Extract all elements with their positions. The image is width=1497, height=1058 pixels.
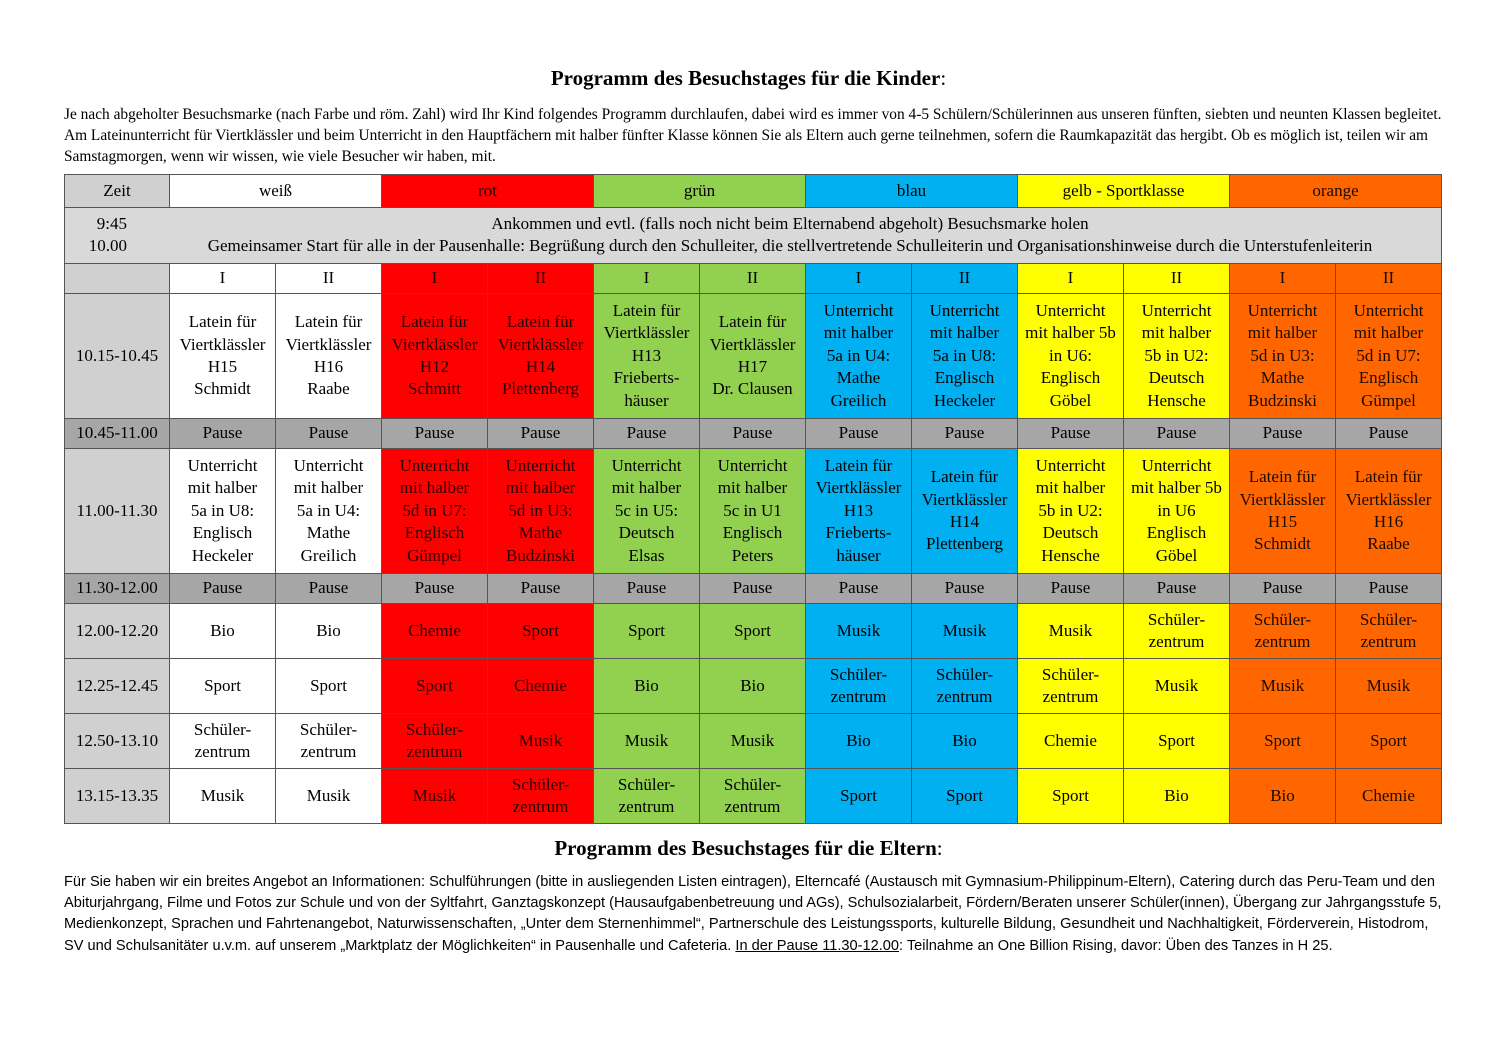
pause-cell: Pause (1336, 574, 1442, 604)
parents-text-b: : Teilnahme an One Billion Rising, davor: Üben des Tanzes in H 25. (899, 937, 1333, 954)
slot-cell: Unterricht mit halber 5d in U3: Mathe Budzinski (488, 449, 594, 574)
schedule-table (64, 174, 1442, 824)
slot-cell: Latein für Viertklässler H12 Schmitt (382, 294, 488, 419)
slot-cell: Latein für Viertklässler H16 Raabe (276, 294, 382, 419)
pause-cell: Pause (170, 574, 276, 604)
pause-cell: Pause (1124, 419, 1230, 449)
slot-cell: Latein für Viertklässler H14 Plettenberg (912, 449, 1018, 574)
numeral-cell: II (1336, 264, 1442, 294)
pause-cell: Pause (594, 574, 700, 604)
slot-cell: Bio (912, 714, 1018, 769)
slot-cell: Unterricht mit halber 5c in U5: Deutsch Elsas (594, 449, 700, 574)
pause-time: 11.30-12.00 (65, 574, 170, 604)
numeral-cell: I (594, 264, 700, 294)
header-zeit: Zeit (65, 175, 170, 208)
pause-cell: Pause (276, 574, 382, 604)
slot-cell: Musik (1124, 659, 1230, 714)
title-colon: : (936, 836, 943, 860)
slot-time: 12.00-12.20 (65, 604, 170, 659)
slot-cell: Sport (1124, 714, 1230, 769)
slot-cell: Latein für Viertklässler H17 Dr. Clausen (700, 294, 806, 419)
numeral-cell: II (276, 264, 382, 294)
slot-cell: Schüler- zentrum (1018, 659, 1124, 714)
info-line-2 (67, 236, 1439, 258)
title-parents-text: Programm des Besuchstages für die Eltern (554, 836, 937, 860)
pause-row-1 (65, 419, 1442, 449)
title-children-text: Programm des Besuchstages für die Kinder (550, 66, 941, 90)
numeral-cell: I (806, 264, 912, 294)
slot-cell: Sport (912, 769, 1018, 824)
slot-cell: Sport (276, 659, 382, 714)
pause-cell: Pause (1230, 419, 1336, 449)
numeral-cell: II (1124, 264, 1230, 294)
pause-cell: Pause (594, 419, 700, 449)
slot-cell: Bio (276, 604, 382, 659)
numeral-cell: II (912, 264, 1018, 294)
slot-cell: Latein für Viertklässler H15 Schmidt (1230, 449, 1336, 574)
slot-time: 12.50-13.10 (65, 714, 170, 769)
slot-cell: Sport (700, 604, 806, 659)
title-colon: : (940, 66, 947, 90)
slot-cell: Unterricht mit halber 5d in U3: Mathe Budzinski (1230, 294, 1336, 419)
slot-cell: Sport (488, 604, 594, 659)
slot-cell: Musik (276, 769, 382, 824)
slot-cell: Schüler- zentrum (170, 714, 276, 769)
slot-cell: Schüler- zentrum (594, 769, 700, 824)
slot-cell: Unterricht mit halber 5a in U8: Englisch Heckeler (912, 294, 1018, 419)
slot-cell: Schüler- zentrum (276, 714, 382, 769)
info-time-1: 9:45 (96, 214, 127, 234)
slot-cell: Schüler- zentrum (912, 659, 1018, 714)
slot-cell: Bio (806, 714, 912, 769)
slot-cell: Musik (806, 604, 912, 659)
slot-cell: Chemie (488, 659, 594, 714)
info-time-2: 10.00 (88, 236, 127, 256)
slot-cell: Sport (170, 659, 276, 714)
slot-cell: Musik (170, 769, 276, 824)
slot-cell: Chemie (1018, 714, 1124, 769)
slot-cell: Bio (700, 659, 806, 714)
slot-cell: Chemie (382, 604, 488, 659)
slot-time: 12.25-12.45 (65, 659, 170, 714)
numeral-cell: I (382, 264, 488, 294)
pause-cell: Pause (488, 574, 594, 604)
slot-cell: Unterricht mit halber 5d in U7: Englisch Gümpel (382, 449, 488, 574)
slot-cell: Unterricht mit halber 5b in U2: Deutsch Hensche (1124, 294, 1230, 419)
numeral-cell: II (488, 264, 594, 294)
slot-cell: Unterricht mit halber 5b in U2: Deutsch Hensche (1018, 449, 1124, 574)
slot-cell: Schüler- zentrum (1230, 604, 1336, 659)
info-text-1: Ankommen und evtl. (falls noch nicht beim Elternabend abgeholt) Besuchsmarke holen (491, 214, 1089, 234)
slot-cell: Unterricht mit halber 5a in U4: Mathe Greilich (806, 294, 912, 419)
slot-row-2 (65, 449, 1442, 574)
slot-cell: Schüler- zentrum (1124, 604, 1230, 659)
slot-cell: Latein für Viertklässler H13 Frieberts- häuser (806, 449, 912, 574)
slot-cell: Schüler- zentrum (806, 659, 912, 714)
slot-row-6 (65, 769, 1442, 824)
title-parents (0, 836, 1497, 861)
info-row (65, 208, 1442, 264)
pause-cell: Pause (700, 419, 806, 449)
slot-row-5 (65, 714, 1442, 769)
pause-cell: Pause (1230, 574, 1336, 604)
info-cell (65, 208, 1442, 264)
slot-cell: Bio (1230, 769, 1336, 824)
slot-cell: Musik (488, 714, 594, 769)
slot-cell: Unterricht mit halber 5b in U6: Englisch Göbel (1018, 294, 1124, 419)
slot-cell: Schüler- zentrum (382, 714, 488, 769)
numeral-cell: I (1018, 264, 1124, 294)
slot-row-1 (65, 294, 1442, 419)
slot-row-4 (65, 659, 1442, 714)
slot-time: 13.15-13.35 (65, 769, 170, 824)
slot-cell: Sport (1018, 769, 1124, 824)
pause-time: 10.45-11.00 (65, 419, 170, 449)
numeral-cell: I (170, 264, 276, 294)
pause-cell: Pause (1018, 574, 1124, 604)
slot-cell: Latein für Viertklässler H13 Frieberts- häuser (594, 294, 700, 419)
slot-cell: Unterricht mit halber 5c in U1 Englisch Peters (700, 449, 806, 574)
pause-cell: Pause (1124, 574, 1230, 604)
slot-cell: Bio (170, 604, 276, 659)
info-text-2: Gemeinsamer Start für alle in der Pausenhalle: Begrüßung durch den Schulleiter, die stellvertretende Schulleiterin und Organisationshinweise durch die Unterstufenleiterin (207, 236, 1373, 256)
numeral-cell: I (1230, 264, 1336, 294)
header-row (65, 175, 1442, 208)
parents-text-a: Für Sie haben wir ein breites Angebot an Informationen: Schulführungen (bitte in ausliegenden Listen eintragen), Elterncafé (Austausch mit Gymnasium-Philippinum-Eltern), Catering durch das Peru-Team und den Abiturjahrgang, Filme und Fotos zur Schule und von der Syltfahrt, Ganztagskonzept (Hausaufgabenbetreuung und AGs), Schulsozialarbeit, Fördern/Beraten unserer Schüler(innen), Übergang zur Jahrgangsstufe 5, Medienkonzept, Sprachen und Fahrtenangebot, Naturwissenschaften, „Unter dem Sternenhimmel“, Partnerschule des Leistungssports, kulturelle Bildung, Gesundheit und Nachhaltigkeit, Förderverein, Histodrom, SV und Schulsanitäter u.v.m. auf unserem „Marktplatz der Möglichkeiten“ in Pausenhalle und Cafeteria. (64, 874, 1442, 954)
slot-cell: Sport (1230, 714, 1336, 769)
numeral-corner (65, 264, 170, 294)
pause-cell: Pause (912, 574, 1018, 604)
slot-cell: Sport (382, 659, 488, 714)
slot-cell: Musik (1336, 659, 1442, 714)
header-group-rot: rot (382, 175, 594, 208)
slot-cell: Musik (1230, 659, 1336, 714)
header-group-gruen: grün (594, 175, 806, 208)
info-line-1 (67, 214, 1439, 236)
slot-cell: Schüler- zentrum (488, 769, 594, 824)
pause-cell: Pause (170, 419, 276, 449)
slot-cell: Unterricht mit halber 5b in U6 Englisch Göbel (1124, 449, 1230, 574)
slot-time: 10.15-10.45 (65, 294, 170, 419)
title-children (0, 66, 1497, 91)
slot-cell: Unterricht mit halber 5d in U7: Englisch Gümpel (1336, 294, 1442, 419)
pause-cell: Pause (382, 419, 488, 449)
slot-cell: Musik (700, 714, 806, 769)
slot-row-3 (65, 604, 1442, 659)
slot-cell: Latein für Viertklässler H16 Raabe (1336, 449, 1442, 574)
slot-time: 11.00-11.30 (65, 449, 170, 574)
header-group-weiss: weiß (170, 175, 382, 208)
pause-cell: Pause (1336, 419, 1442, 449)
slot-cell: Schüler- zentrum (1336, 604, 1442, 659)
intro-paragraph: Je nach abgeholter Besuchsmarke (nach Farbe und röm. Zahl) wird Ihr Kind folgendes Programm durchlaufen, dabei wird es immer von 4-5 Schülern/Schülerinnen aus unseren fünften, siebten und neunten Klassen begleitet. Am Lateinunterricht für Viertklässler und beim Unterricht in den Hauptfächern mit halber fünfter Klasse können Sie als Eltern auch gerne teilnehmen, sofern die Raumkapazität das hergibt. Ob es möglich ist, teilen wir am Samstagmorgen, wenn wir wissen, wie viele Besucher wir haben, mit. (64, 106, 1442, 165)
slot-cell: Unterricht mit halber 5a in U4: Mathe Greilich (276, 449, 382, 574)
pause-cell: Pause (806, 574, 912, 604)
slot-cell: Bio (594, 659, 700, 714)
slot-cell: Musik (594, 714, 700, 769)
pause-cell: Pause (912, 419, 1018, 449)
numeral-row (65, 264, 1442, 294)
parents-paragraph (64, 872, 1444, 957)
header-group-blau: blau (806, 175, 1018, 208)
slot-cell: Schüler- zentrum (700, 769, 806, 824)
pause-cell: Pause (1018, 419, 1124, 449)
header-group-gelb: gelb - Sportklasse (1018, 175, 1230, 208)
pause-cell: Pause (488, 419, 594, 449)
slot-cell: Unterricht mit halber 5a in U8: Englisch Heckeler (170, 449, 276, 574)
slot-cell: Musik (912, 604, 1018, 659)
slot-cell: Musik (1018, 604, 1124, 659)
header-group-orange: orange (1230, 175, 1442, 208)
slot-cell: Latein für Viertklässler H15 Schmidt (170, 294, 276, 419)
pause-row-2 (65, 574, 1442, 604)
slot-cell: Chemie (1336, 769, 1442, 824)
slot-cell: Sport (806, 769, 912, 824)
pause-cell: Pause (276, 419, 382, 449)
numeral-cell: II (700, 264, 806, 294)
slot-cell: Latein für Viertklässler H14 Plettenberg (488, 294, 594, 419)
pause-cell: Pause (806, 419, 912, 449)
slot-cell: Bio (1124, 769, 1230, 824)
pause-cell: Pause (382, 574, 488, 604)
slot-cell: Musik (382, 769, 488, 824)
slot-cell: Sport (1336, 714, 1442, 769)
slot-cell: Sport (594, 604, 700, 659)
pause-cell: Pause (700, 574, 806, 604)
parents-text-underlined: In der Pause 11.30-12.00 (735, 937, 900, 954)
